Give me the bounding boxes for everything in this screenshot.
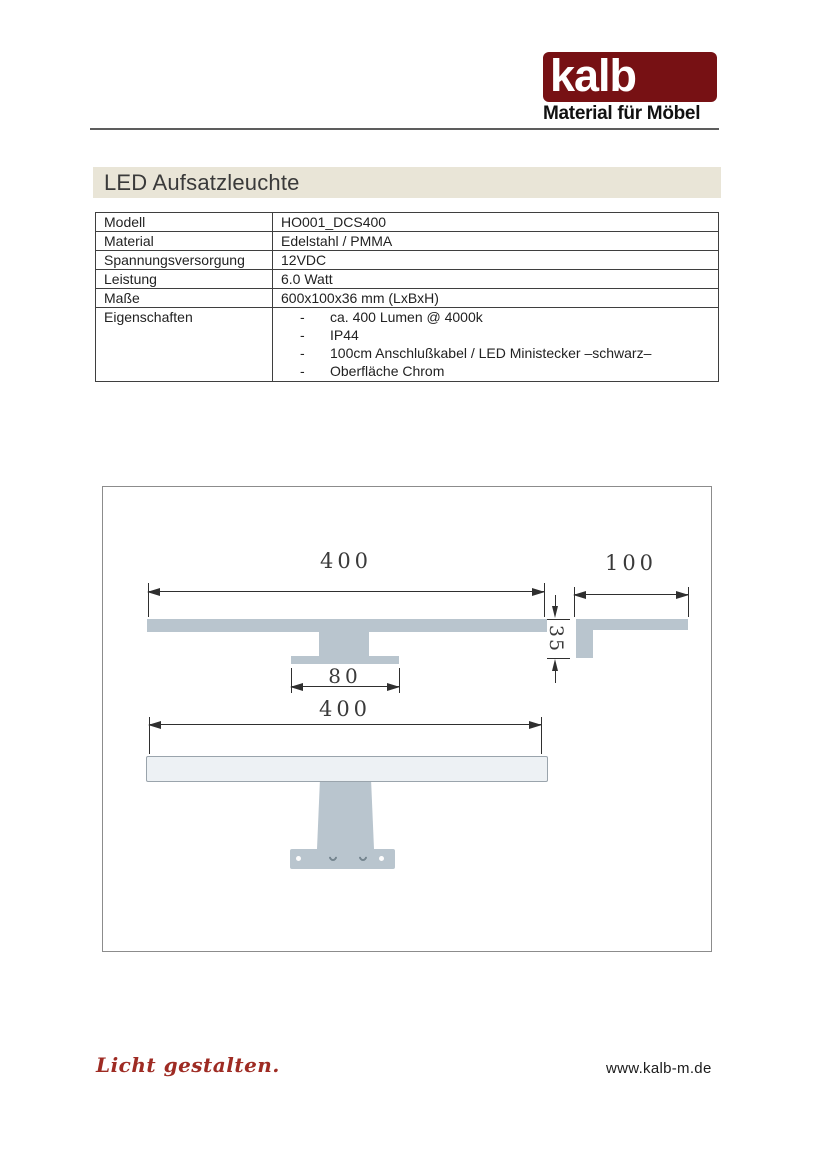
brand-logo <box>543 52 717 102</box>
row-label: Eigenschaften <box>96 308 273 381</box>
footer-slogan: Licht gestalten. <box>96 1053 280 1077</box>
table-row <box>96 270 718 289</box>
arrow-left-icon <box>290 683 303 691</box>
row-value: 600x100x36 mm (LxBxH) <box>281 290 439 306</box>
website-url: www.kalb-m.de <box>606 1060 712 1077</box>
brand-tagline: Material für Möbel <box>543 103 701 124</box>
dim-line-length-top <box>148 591 544 592</box>
feature-item: - ca. 400 Lumen @ 4000k <box>300 309 483 325</box>
front-view-bar <box>146 756 548 782</box>
technical-drawing <box>102 486 712 952</box>
dim-label-mount-width: 80 <box>328 664 362 688</box>
feature-item: - IP44 <box>300 327 359 343</box>
end-view-leg <box>576 619 593 658</box>
row-label: Modell <box>96 213 273 231</box>
brand-name: kalb <box>550 50 637 101</box>
feature-item: - Oberfläche Chrom <box>300 363 445 379</box>
front-view-stem <box>317 782 374 849</box>
table-row <box>96 251 718 270</box>
row-label: Spannungsversorgung <box>96 251 273 269</box>
features-list <box>273 308 718 381</box>
extension-line <box>688 587 689 617</box>
dim-line-mount-width <box>291 686 399 687</box>
row-value: 12VDC <box>281 252 327 268</box>
extension-line <box>149 717 150 754</box>
row-label: Maße <box>96 289 273 307</box>
extension-line <box>541 717 542 754</box>
extension-line <box>574 587 575 617</box>
dim-line-depth <box>574 594 688 595</box>
row-label: Material <box>96 232 273 250</box>
profile-plate <box>291 656 399 664</box>
tick-line <box>547 658 570 659</box>
dim-label-depth: 100 <box>604 551 658 575</box>
dim-label-height: 35 <box>545 624 567 654</box>
spec-table <box>95 212 719 382</box>
row-value: 6.0 Watt <box>281 271 333 287</box>
profile-bar <box>147 619 547 632</box>
arrow-up-icon <box>552 659 558 671</box>
screw-hole <box>379 856 384 861</box>
extension-line <box>148 583 149 617</box>
page-title-bar <box>93 167 721 198</box>
header-divider <box>90 128 719 130</box>
row-value: HO001_DCS400 <box>281 214 387 230</box>
page-title: LED Aufsatzleuchte <box>104 170 300 195</box>
row-value: Edelstahl / PMMA <box>281 233 393 249</box>
extension-line <box>544 583 545 617</box>
arrow-down-icon <box>552 606 558 618</box>
dim-label-length-front: 400 <box>318 697 372 721</box>
row-label: Leistung <box>96 270 273 288</box>
screw-hole <box>296 856 301 861</box>
profile-stem <box>319 632 369 656</box>
table-row <box>96 289 718 308</box>
dim-line-length-front <box>149 724 541 725</box>
arrow-right-icon <box>387 683 400 691</box>
dim-label-length-top: 400 <box>319 549 373 573</box>
table-row <box>96 213 718 232</box>
table-row-features <box>96 308 718 381</box>
tick-line <box>547 619 570 620</box>
dim-line-height <box>555 671 556 683</box>
feature-item: - 100cm Anschlußkabel / LED Ministecker –schwarz– <box>300 345 652 361</box>
table-row <box>96 232 718 251</box>
